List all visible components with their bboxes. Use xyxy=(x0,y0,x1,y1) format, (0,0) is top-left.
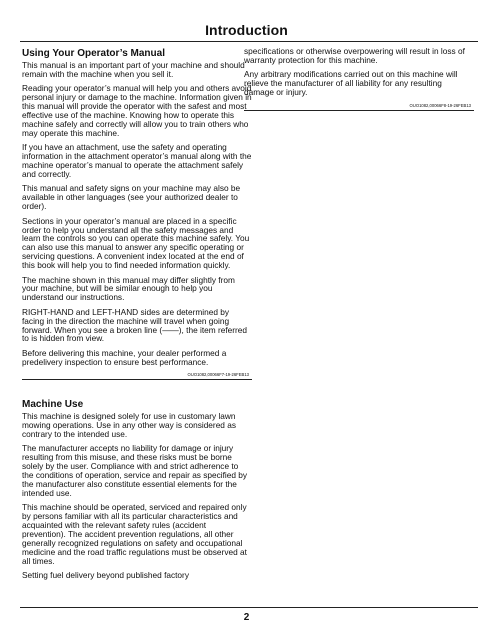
paragraph: Setting fuel delivery beyond published factory xyxy=(22,570,189,581)
paragraph: Sections in your operator’s manual are placed in a specific order to help you understand all the safety messages and learn the controls so you can operate this machine safely. You can also use this manual to answer any specific operating or servicing questions. A convenient index located at the end of this book will help you to find needed information quickly. xyxy=(22,215,250,271)
right-column xyxy=(244,47,474,111)
paragraph: RIGHT-HAND and LEFT-HAND sides are determined by facing in the direction the machine will travel when going forward. When you see a broken line (——), the item referred to is hidden from view. xyxy=(22,306,248,344)
section-title: Using Your Operator’s Manual xyxy=(22,48,165,59)
reference-code: OUO1082,00066F8-19-26FEB13 xyxy=(409,102,471,108)
footer-rule xyxy=(20,607,478,608)
paragraph: This machine is designed solely for use in customary lawn mowing operations. Use in any other way is considered as contrary to the intended use. xyxy=(22,411,236,439)
left-column xyxy=(22,47,252,586)
paragraph: This manual is an important part of your machine and should remain with the machine when you sell it. xyxy=(22,60,245,79)
title-rule xyxy=(20,41,478,42)
section-operators-manual xyxy=(22,48,252,380)
paragraph: Any arbitrary modifications carried out on this machine will relieve the manufacturer of all liability for any resulting damage or injury. xyxy=(244,69,458,98)
section-divider xyxy=(244,110,474,111)
paragraph: If you have an attachment, use the safety and operating information in the attachment operator’s manual along with the machine operator’s manual to operate the attachment safely and correctly. xyxy=(22,142,252,179)
paragraph: The machine shown in this manual may differ slightly from your machine, but will be similar enough to help you understand our instructions. xyxy=(22,274,235,303)
page-number: 2 xyxy=(243,612,250,623)
paragraph: specifications or otherwise overpowering will result in loss of warranty protection for this machine. xyxy=(244,46,465,65)
paragraph: Before delivering this machine, your dealer performed a predelivery inspection to ensure best performance. xyxy=(22,347,227,367)
paragraph: The manufacturer accepts no liability for damage or injury resulting from this misuse, and these risks must be borne solely by the user. Compliance with and strict adherence to the conditions of operation, service and repair as specified by the manufacturer also constitute essential elements for the intended use. xyxy=(22,443,248,498)
paragraph: This manual and safety signs on your machine may also be available in other languages (see your authorized dealer to order). xyxy=(22,183,241,212)
paragraph: This machine should be operated, serviced and repaired only by persons familiar with all its particular characteristics and acquainted with the relevant safety rules (accident prevention). The accident prevention regulations, all other generally recognized regulations on safety and occupational medicine and the road traffic regulations must be observed at all times. xyxy=(22,502,247,566)
page-title: Introduction xyxy=(205,22,288,38)
section-title: Machine Use xyxy=(22,399,84,411)
paragraph: Reading your operator’s manual will help you and others avoid personal injury or damage to the machine. Information given in this manual will provide the operator with the safest and most effective use of the machine. Knowing how to operate this machine safely and correctly will allow you to train others who may operate this machine. xyxy=(22,83,252,138)
section-machine-use xyxy=(22,399,252,580)
section-machine-use-continued xyxy=(244,47,474,111)
reference-code: OUO1082,00066F7-19-26FEB13 xyxy=(187,372,249,378)
